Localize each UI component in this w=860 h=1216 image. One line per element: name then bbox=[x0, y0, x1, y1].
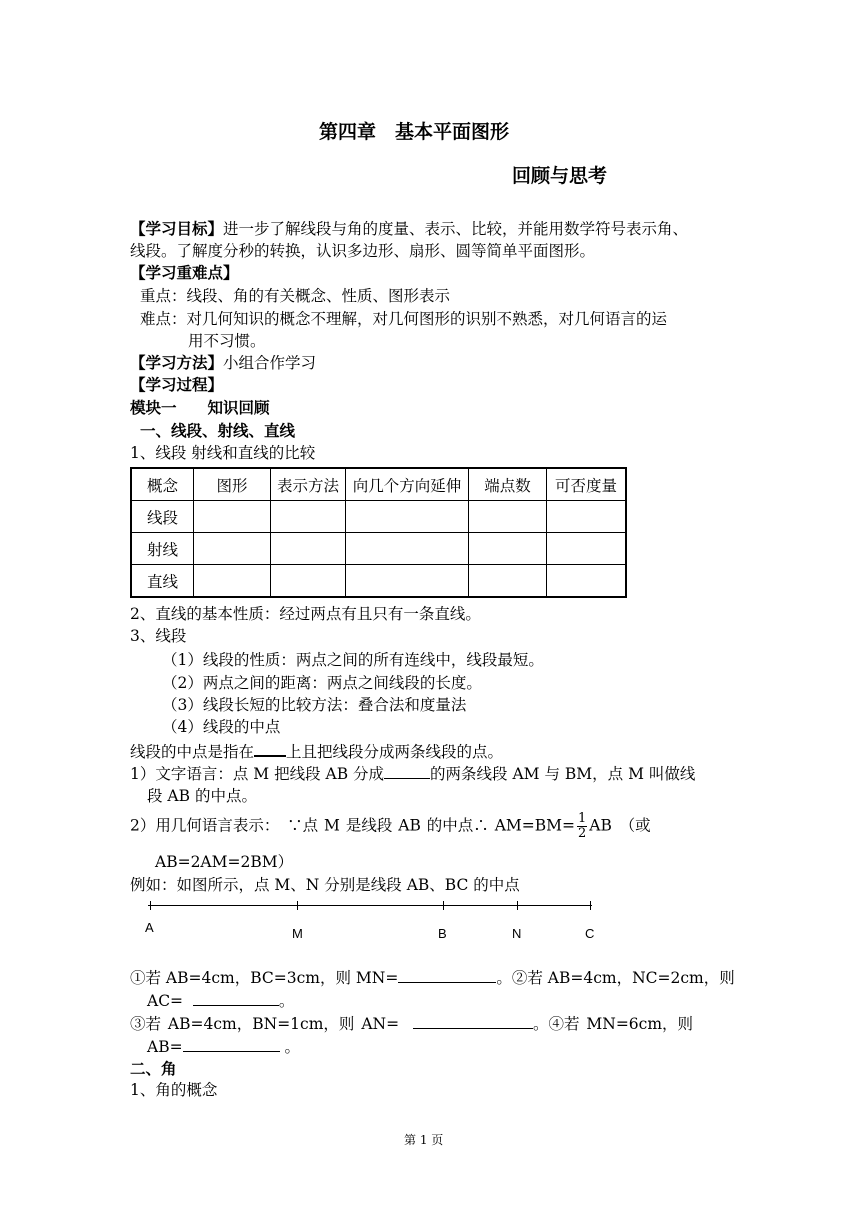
table-cell bbox=[271, 501, 346, 533]
geometry-language-line2: AB=2AM=2BM） bbox=[155, 853, 294, 871]
text-language-part: 的两条线段 AM 与 BM，点 M 叫做线 bbox=[430, 765, 696, 783]
method-text: 小组合作学习 bbox=[223, 354, 317, 372]
exercise-text: AB= bbox=[147, 1038, 183, 1056]
one-half-fraction bbox=[577, 812, 587, 841]
objectives-label: 【学习目标】 bbox=[130, 220, 224, 238]
fraction-denominator: 2 bbox=[578, 826, 587, 841]
geometry-language-part: AB （或 bbox=[589, 816, 651, 835]
table-row bbox=[131, 565, 626, 598]
property-sub1: （1）线段的性质：两点之间的所有连线中，线段最短。 bbox=[162, 651, 544, 669]
exercise-text: ③若 AB=4cm，BN=1cm，则 AN= bbox=[130, 1015, 400, 1033]
method-line bbox=[130, 352, 316, 374]
point-label-b: B bbox=[438, 926, 447, 941]
table-cell bbox=[346, 533, 469, 565]
midpoint-def-text: 上且把线段分成两条线段的点。 bbox=[286, 743, 504, 761]
segment-figure bbox=[145, 898, 598, 948]
property-sub2: （2）两点之间的距离：两点之间线段的长度。 bbox=[162, 674, 482, 692]
answer-blank bbox=[398, 966, 496, 983]
geometry-language-line1 bbox=[130, 812, 651, 841]
text-language-line2: 段 AB 的中点。 bbox=[147, 787, 257, 805]
midpoint-definition bbox=[130, 739, 503, 763]
table-cell bbox=[346, 565, 469, 598]
table-cell bbox=[547, 565, 627, 598]
table-cell bbox=[469, 501, 547, 533]
table-cell bbox=[469, 533, 547, 565]
section2-heading: 二、角 bbox=[130, 1060, 177, 1078]
segment-tick bbox=[517, 901, 518, 910]
exercise-line2 bbox=[147, 989, 294, 1012]
property-sub4: （4）线段的中点 bbox=[162, 718, 281, 736]
exercise-text: AC= bbox=[147, 992, 184, 1010]
property-item3: 3、线段 bbox=[130, 627, 187, 645]
table-cell bbox=[469, 565, 547, 598]
point-label-a: A bbox=[145, 920, 154, 935]
table-cell bbox=[547, 501, 627, 533]
exercise-text: ①若 AB=4cm，BC=3cm，则 MN= bbox=[130, 969, 399, 987]
answer-blank bbox=[254, 739, 286, 757]
exercise-text: 。④若 MN=6cm，则 bbox=[532, 1015, 694, 1033]
table-header-cell: 可否度量 bbox=[547, 468, 627, 501]
key-points-difficulty-line2: 用不习惯。 bbox=[188, 332, 266, 350]
table-header-row bbox=[131, 468, 626, 501]
exercise-text: 。②若 AB=4cm，NC=2cm，则 bbox=[496, 969, 735, 987]
module1-label: 模块一 知识回顾 bbox=[130, 399, 270, 417]
text-language-part: 1）文字语言：点 M 把线段 AB 分成 bbox=[130, 765, 385, 783]
table-cell bbox=[346, 501, 469, 533]
property-sub3: （3）线段长短的比较方法：叠合法和度量法 bbox=[162, 696, 467, 714]
process-label: 【学习过程】 bbox=[130, 376, 224, 394]
point-label-c: C bbox=[585, 926, 595, 941]
table-cell bbox=[194, 565, 271, 598]
comparison-table bbox=[130, 467, 627, 598]
section2-item1: 1、角的概念 bbox=[130, 1081, 218, 1099]
table-header-cell: 端点数 bbox=[469, 468, 547, 501]
answer-blank bbox=[413, 1012, 533, 1029]
section1-item1: 1、线段 射线和直线的比较 bbox=[130, 444, 316, 462]
table-row-label: 射线 bbox=[131, 533, 194, 565]
table-cell bbox=[194, 501, 271, 533]
objectives-line1 bbox=[130, 218, 688, 240]
segment-tick bbox=[590, 901, 591, 910]
table-header-cell: 向几个方向延伸 bbox=[346, 468, 469, 501]
table-row-label: 线段 bbox=[131, 501, 194, 533]
segment-tick bbox=[297, 901, 298, 910]
page-number: 第 1 页 bbox=[404, 1133, 444, 1147]
table-cell bbox=[271, 565, 346, 598]
table-cell bbox=[194, 533, 271, 565]
section1-heading: 一、线段、射线、直线 bbox=[140, 422, 296, 440]
section-title: 回顾与思考 bbox=[512, 165, 608, 187]
table-row bbox=[131, 501, 626, 533]
table-header-cell: 图形 bbox=[194, 468, 271, 501]
point-label-n: N bbox=[512, 926, 522, 941]
exercise-text: 。 bbox=[284, 1038, 301, 1056]
answer-blank bbox=[183, 1035, 280, 1052]
fraction-numerator: 1 bbox=[578, 811, 587, 826]
answer-blank bbox=[193, 989, 279, 1006]
segment-tick bbox=[150, 901, 151, 910]
midpoint-def-text: 线段的中点是指在 bbox=[130, 743, 255, 761]
method-label: 【学习方法】 bbox=[130, 354, 224, 372]
key-points-label: 【学习重难点】 bbox=[130, 264, 239, 282]
exercise-line3 bbox=[130, 1012, 693, 1035]
exercise-line4 bbox=[147, 1035, 300, 1058]
objectives-line2: 线段。了解度分秒的转换，认识多边形、扇形、圆等简单平面图形。 bbox=[130, 242, 596, 260]
table-header-cell: 概念 bbox=[131, 468, 194, 501]
property-item2: 2、直线的基本性质：经过两点有且只有一条直线。 bbox=[130, 605, 481, 623]
text-language-line1 bbox=[130, 762, 695, 785]
key-points-difficulty-line1: 难点：对几何知识的概念不理解，对几何图形的识别不熟悉，对几何语言的运 bbox=[140, 310, 668, 328]
table-cell bbox=[271, 533, 346, 565]
segment-line bbox=[148, 905, 592, 906]
objectives-text: 进一步了解线段与角的度量、表示、比较，并能用数学符号表示角、 bbox=[223, 220, 689, 238]
exercise-text: 。 bbox=[278, 992, 295, 1010]
table-cell bbox=[547, 533, 627, 565]
table-row-label: 直线 bbox=[131, 565, 194, 598]
segment-tick bbox=[443, 901, 444, 910]
key-points-focus: 重点：线段、角的有关概念、性质、图形表示 bbox=[140, 287, 451, 305]
example-text: 例如：如图所示，点 M、N 分别是线段 AB、BC 的中点 bbox=[130, 876, 520, 894]
geometry-language-part: 2）用几何语言表示： ∵点 M 是线段 AB 的中点∴ AM=BM= bbox=[130, 816, 576, 835]
exercise-line1 bbox=[130, 966, 735, 989]
table-row bbox=[131, 533, 626, 565]
chapter-title: 第四章 基本平面图形 bbox=[319, 121, 510, 143]
point-label-m: M bbox=[292, 926, 303, 941]
answer-blank bbox=[384, 762, 430, 779]
table-header-cell: 表示方法 bbox=[271, 468, 346, 501]
